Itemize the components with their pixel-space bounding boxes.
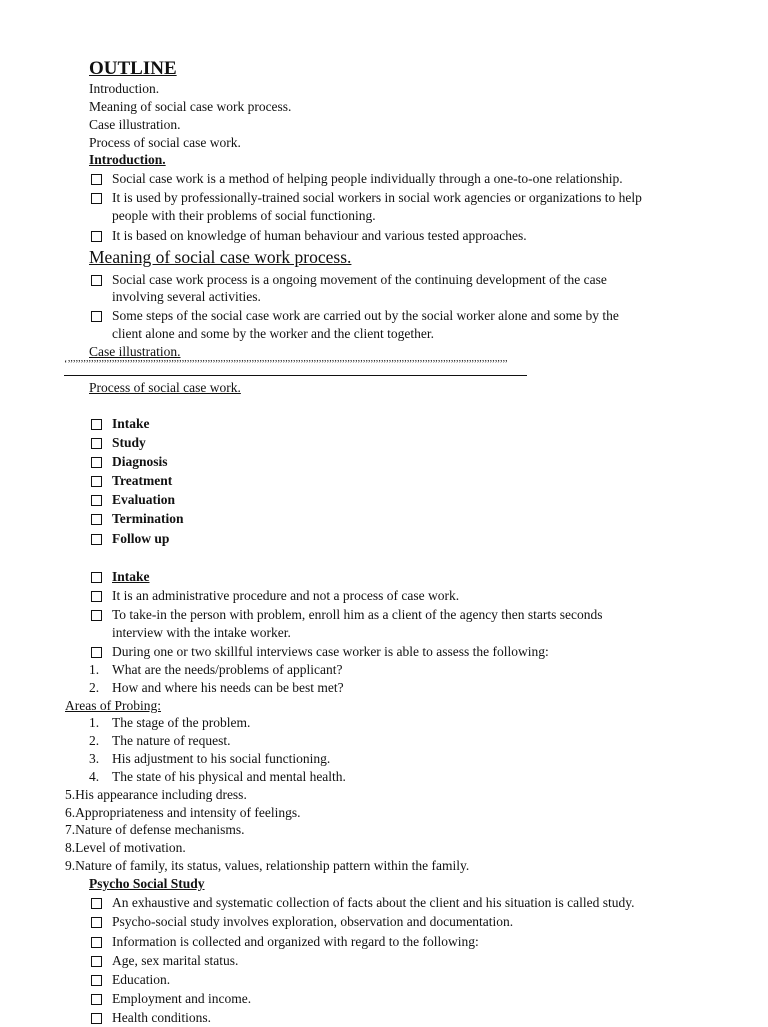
case-illustration-heading: Case illustration. bbox=[89, 344, 181, 359]
bullet-text: Education. bbox=[112, 972, 171, 987]
numbered-marker: 1. bbox=[89, 715, 100, 730]
bullet-text: Psycho-social study involves exploration, observation and documentation. bbox=[112, 914, 514, 929]
checkbox-bullet-icon bbox=[91, 457, 102, 468]
checkbox-bullet-icon bbox=[91, 591, 102, 602]
outline-item: Meaning of social case work process. bbox=[89, 99, 292, 114]
numbered-item: 8.Level of motivation. bbox=[65, 840, 186, 855]
checkbox-bullet-icon bbox=[91, 514, 102, 525]
numbered-item: 9.Nature of family, its status, values, relationship pattern within the family. bbox=[65, 858, 470, 873]
checkbox-bullet-icon bbox=[91, 174, 102, 185]
probing-heading: Areas of Probing: bbox=[65, 698, 161, 713]
numbered-item: The nature of request. bbox=[112, 733, 231, 748]
outline-item: Introduction. bbox=[89, 81, 160, 96]
numbered-item: The state of his physical and mental health. bbox=[112, 769, 346, 784]
checkbox-bullet-icon bbox=[91, 495, 102, 506]
bullet-text: Social case work is a method of helping people individually through a one-to-one relationship. bbox=[112, 171, 623, 186]
checkbox-bullet-icon bbox=[91, 231, 102, 242]
checkbox-bullet-icon bbox=[91, 438, 102, 449]
numbered-item: His adjustment to his social functioning. bbox=[112, 751, 331, 766]
numbered-item: 7.Nature of defense mechanisms. bbox=[65, 822, 245, 837]
bullet-text-continuation: client alone and some by the worker and the client together. bbox=[112, 326, 435, 341]
process-step: Study bbox=[112, 435, 146, 450]
bullet-text: During one or two skillful interviews case worker is able to assess the following: bbox=[112, 644, 549, 659]
process-step: Follow up bbox=[112, 531, 170, 546]
checkbox-bullet-icon bbox=[91, 534, 102, 545]
dotted-separator: ‘’’’’’’’’’’’’’’’’’’’’’’’’’’’’’’’’’’’’’’’’’’’’’’’’’’’’’’’’’’’’’’’’’’’’’’’’’’’’’’’’’’’’’’’’’’’’’’’’’’’’’’’’’’’’’’’’’’’’’’’’’’’’’’’’’’’’’’’’’’’’’’’’’’’’’’’’’’’’’’’’’’’’’’’’’’ bbox=[64, 360, 509, 370]
bullet-text: Some steps of the social case work are carried out by the social worker alone and some by the bbox=[112, 308, 619, 323]
checkbox-bullet-icon bbox=[91, 610, 102, 621]
bullet-text: Employment and income. bbox=[112, 991, 252, 1006]
bullet-text-continuation: people with their problems of social functioning. bbox=[112, 208, 376, 223]
intake-heading: Intake bbox=[112, 569, 150, 584]
bullet-text: An exhaustive and systematic collection of facts about the client and his situation is called study. bbox=[112, 895, 635, 910]
checkbox-bullet-icon bbox=[91, 193, 102, 204]
horizontal-rule bbox=[64, 375, 527, 376]
checkbox-bullet-icon bbox=[91, 275, 102, 286]
meaning-heading: Meaning of social case work process. bbox=[89, 247, 352, 267]
checkbox-bullet-icon bbox=[91, 572, 102, 583]
checkbox-bullet-icon bbox=[91, 647, 102, 658]
checkbox-bullet-icon bbox=[91, 917, 102, 928]
checkbox-bullet-icon bbox=[91, 476, 102, 487]
numbered-marker: 1. bbox=[89, 662, 100, 677]
numbered-item: 6.Appropriateness and intensity of feelings. bbox=[65, 805, 301, 820]
psycho-social-heading: Psycho Social Study bbox=[89, 876, 205, 891]
checkbox-bullet-icon bbox=[91, 956, 102, 967]
checkbox-bullet-icon bbox=[91, 975, 102, 986]
checkbox-bullet-icon bbox=[91, 937, 102, 948]
numbered-marker: 2. bbox=[89, 680, 100, 695]
bullet-text: It is an administrative procedure and not a process of case work. bbox=[112, 588, 460, 603]
bullet-text: It is based on knowledge of human behaviour and various tested approaches. bbox=[112, 228, 527, 243]
process-step: Diagnosis bbox=[112, 454, 168, 469]
process-heading: Process of social case work. bbox=[89, 380, 241, 395]
numbered-marker: 2. bbox=[89, 733, 100, 748]
bullet-text-continuation: involving several activities. bbox=[112, 289, 261, 304]
numbered-item: What are the needs/problems of applicant? bbox=[112, 662, 343, 677]
numbered-marker: 4. bbox=[89, 769, 100, 784]
process-step: Treatment bbox=[112, 473, 173, 488]
bullet-text: Social case work process is a ongoing movement of the continuing development of the case bbox=[112, 272, 607, 287]
bullet-text: To take-in the person with problem, enroll him as a client of the agency then starts seconds bbox=[112, 607, 603, 622]
outline-title: OUTLINE bbox=[89, 58, 177, 79]
checkbox-bullet-icon bbox=[91, 311, 102, 322]
process-step: Termination bbox=[112, 511, 184, 526]
bullet-text: Information is collected and organized with regard to the following: bbox=[112, 934, 479, 949]
introduction-heading: Introduction. bbox=[89, 152, 166, 167]
process-step: Evaluation bbox=[112, 492, 176, 507]
numbered-item: The stage of the problem. bbox=[112, 715, 251, 730]
checkbox-bullet-icon bbox=[91, 419, 102, 430]
checkbox-bullet-icon bbox=[91, 1013, 102, 1024]
numbered-marker: 3. bbox=[89, 751, 100, 766]
bullet-text: Health conditions. bbox=[112, 1010, 211, 1025]
numbered-item: How and where his needs can be best met? bbox=[112, 680, 344, 695]
outline-item: Process of social case work. bbox=[89, 135, 241, 150]
bullet-text: Age, sex marital status. bbox=[112, 953, 239, 968]
numbered-item: 5.His appearance including dress. bbox=[65, 787, 247, 802]
checkbox-bullet-icon bbox=[91, 898, 102, 909]
checkbox-bullet-icon bbox=[91, 994, 102, 1005]
process-step: Intake bbox=[112, 416, 150, 431]
outline-item: Case illustration. bbox=[89, 117, 181, 132]
bullet-text-continuation: interview with the intake worker. bbox=[112, 625, 291, 640]
bullet-text: It is used by professionally-trained social workers in social work agencies or organizations to help bbox=[112, 190, 642, 205]
